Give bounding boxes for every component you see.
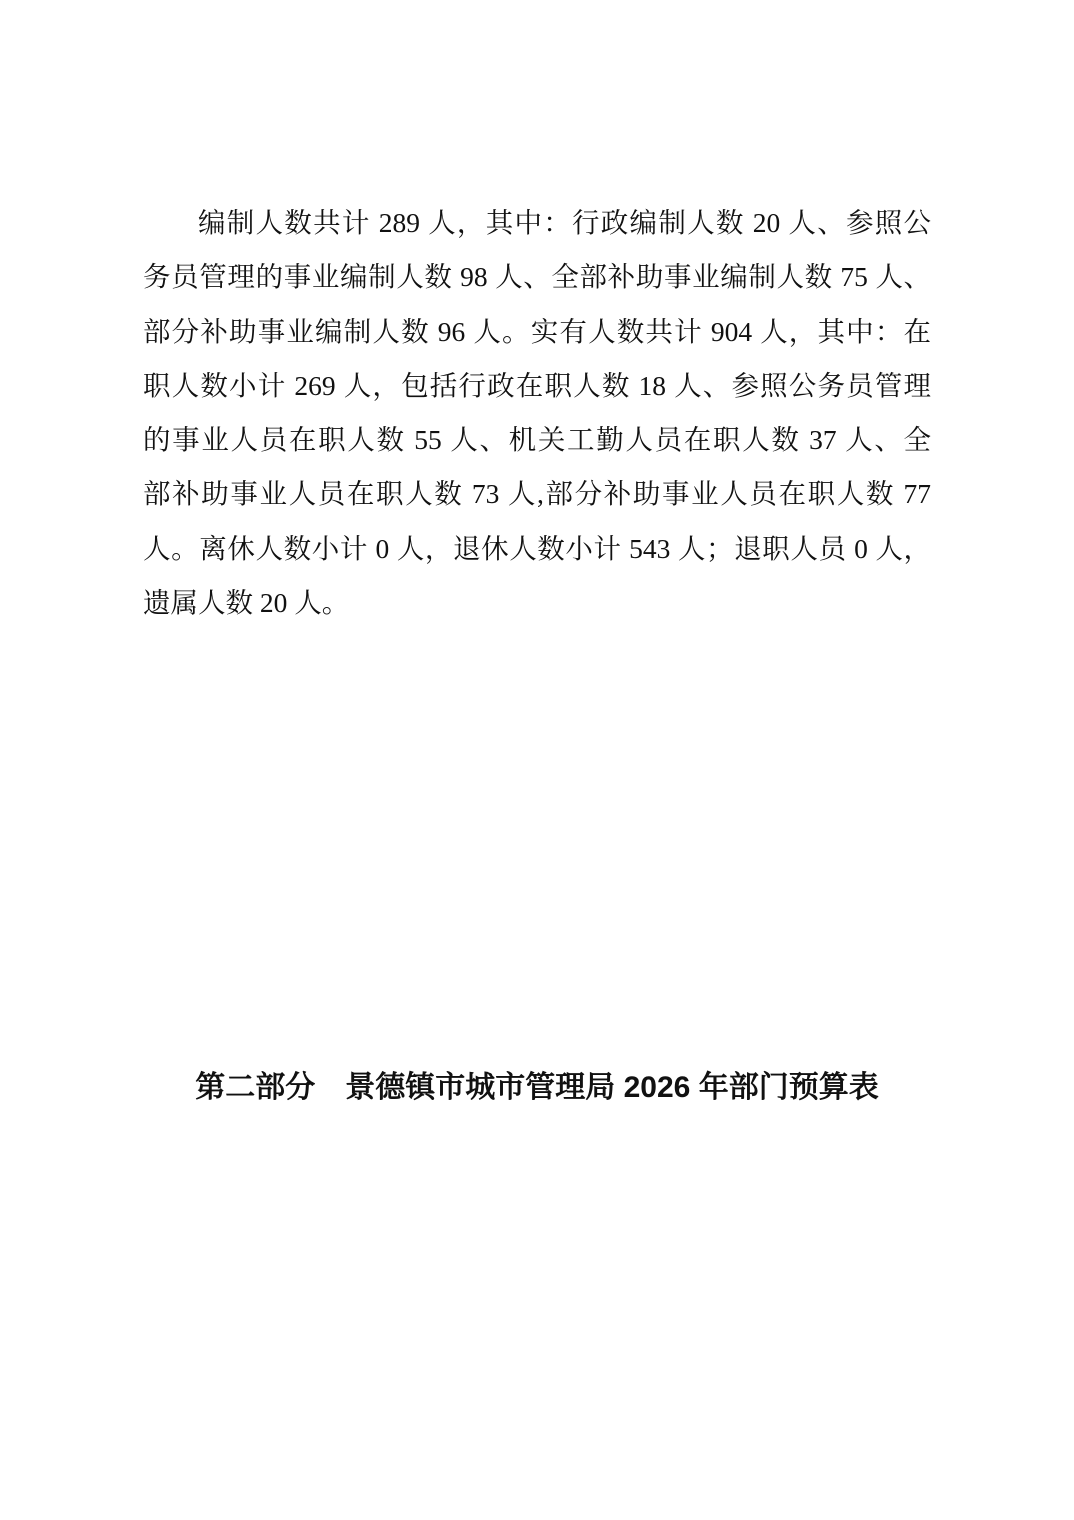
paragraph-line: 编制人数共计 289 人，其中：行政编制人数 20 人、参照公 [198,207,931,238]
paragraph-line: 部分补助事业编制人数 96 人。实有人数共计 904 人，其中：在 [143,315,931,347]
paragraph-line: 职人数小计 269 人，包括行政在职人数 18 人、参照公务员管理 [143,369,931,401]
paragraph-line: 人。离休人数小计 0 人，退休人数小计 543 人；退职人员 0 人， [143,532,931,564]
paragraph-line: 遗属人数 20 人。 [143,587,350,619]
paragraph-line: 部补助事业人员在职人数 73 人,部分补助事业人员在职人数 77 [143,478,931,510]
paragraph-line: 的事业人员在职人数 55 人、机关工勤人员在职人数 37 人、全 [143,424,931,456]
section-heading: 第二部分 景德镇市城市管理局 2026 年部门预算表 [195,1071,879,1104]
body-paragraph [143,196,931,630]
paragraph-line: 务员管理的事业编制人数 98 人、全部补助事业编制人数 75 人、 [143,261,931,293]
